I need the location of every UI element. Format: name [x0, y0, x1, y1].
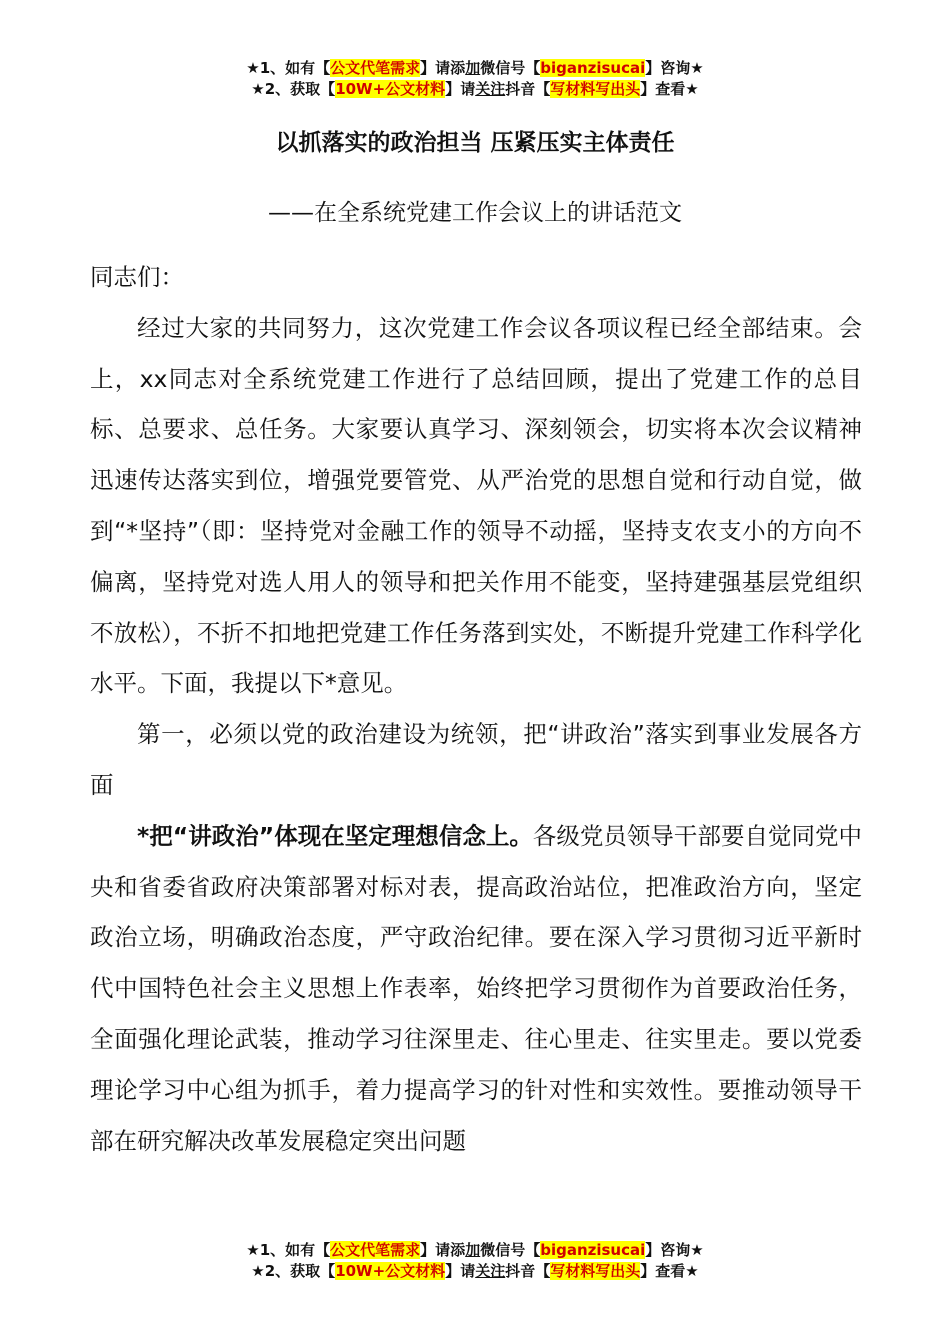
header-promo-banner	[0, 58, 950, 100]
promo-line-2	[0, 79, 950, 100]
promo-text: ★2、获取【	[251, 1262, 336, 1280]
promo-highlight: biganzisucai	[540, 59, 646, 77]
document-body	[90, 252, 862, 1166]
promo-highlight: 公文代笔需求	[330, 1241, 421, 1259]
promo-highlight: 写材料写出头	[550, 1262, 641, 1280]
greeting: 同志们：	[90, 263, 184, 291]
promo-highlight: 10W+公文材料	[335, 1262, 446, 1280]
promo-underlined: 关注	[475, 80, 506, 98]
promo-text: 】查看★	[640, 1262, 699, 1280]
promo-line-1	[0, 1240, 950, 1261]
promo-line-2	[0, 1261, 950, 1282]
promo-text: 微信号【	[480, 1241, 541, 1259]
promo-highlight: 公文代笔需求	[330, 59, 421, 77]
paragraph-lead-bold: *把“讲政治”体现在坚定理想信念上。	[137, 821, 533, 850]
document-subtitle: ——在全系统党建工作会议上的讲话范文	[268, 200, 682, 226]
promo-highlight: 10W+公文材料	[335, 80, 446, 98]
promo-text: 】请添	[420, 59, 466, 77]
promo-line-1	[0, 58, 950, 79]
promo-text: 抖音【	[505, 80, 551, 98]
promo-text: 】请	[445, 80, 476, 98]
promo-underlined: 加	[465, 1241, 481, 1259]
paragraph-intro: 经过大家的共同努力，这次党建工作会议各项议程已经全部结束。会上，xx同志对全系统党建工作进行了总结回顾，提出了党建工作的总目标、总要求、总任务。大家要认真学习、深刻领会，切实将本次会议精神迅速传达落实到位，增强党要管党、从严治党的思想自觉和行动自觉，做到“*坚持”（即：坚持党对金融工作的领导不动摇，坚持支农支小的方向不偏离，坚持党对选人用人的领导和把关作用不能变，坚持建强基层党组织不放松），不折不扣地把党建工作任务落到实处，不断提升党建工作科学化水平。下面，我提以下*意见。	[90, 313, 862, 698]
promo-underlined: 关注	[475, 1262, 506, 1280]
promo-text: ★1、如有【	[246, 59, 331, 77]
promo-underlined: 加	[465, 59, 481, 77]
promo-text: 】咨询★	[645, 59, 704, 77]
section-heading-first: 第一，必须以党的政治建设为统领，把“讲政治”落实到事业发展各方面	[90, 720, 862, 799]
promo-text: 抖音【	[505, 1262, 551, 1280]
promo-text: 】请添	[420, 1241, 466, 1259]
promo-text: 】咨询★	[645, 1241, 704, 1259]
paragraph-text: 各级党员领导干部要自觉同党中央和省委省政府决策部署对标对表，提高政治站位，把准政治方向，坚定政治立场，明确政治态度，严守政治纪律。要在深入学习贯彻习近平新时代中国特色社会主义思想上作表率，始终把学习贯彻作为首要政治任务，全面强化理论武装，推动学习往深里走、往心里走、往实里走。要以党委理论学习中心组为抓手，着力提高学习的针对性和实效性。要推动领导干部在研究解决改革发展稳定突出问题	[90, 821, 863, 1155]
promo-text: 】请	[445, 1262, 476, 1280]
promo-text: 】查看★	[640, 80, 699, 98]
footer-promo-banner	[0, 1240, 950, 1282]
promo-text: ★1、如有【	[246, 1241, 331, 1259]
paragraph-political	[90, 811, 862, 1167]
promo-text: 微信号【	[480, 59, 541, 77]
promo-highlight: biganzisucai	[540, 1241, 646, 1259]
promo-highlight: 写材料写出头	[550, 80, 641, 98]
promo-text: ★2、获取【	[251, 80, 336, 98]
document-title: 以抓落实的政治担当 压紧压实主体责任	[275, 130, 675, 156]
